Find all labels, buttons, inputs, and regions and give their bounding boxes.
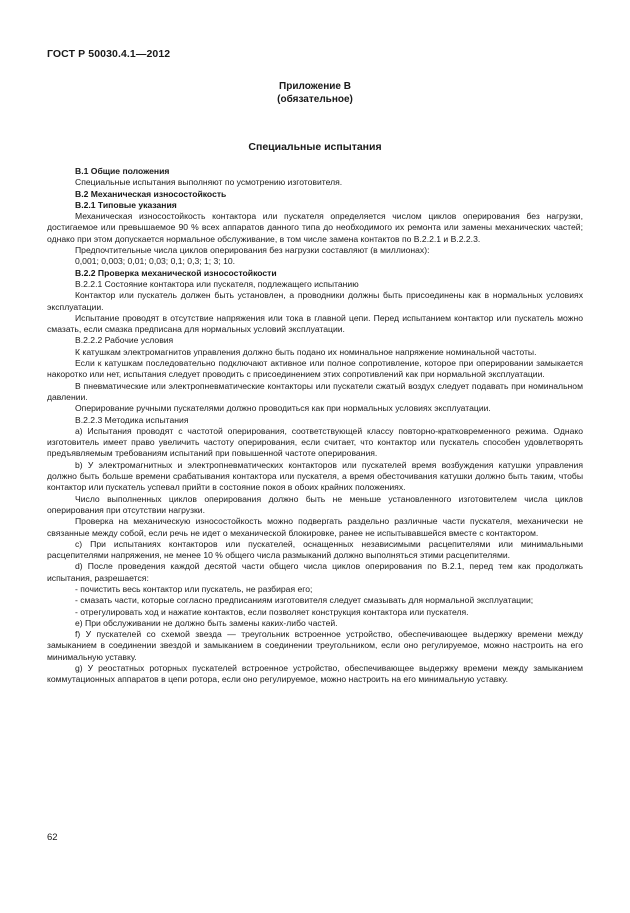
annex-heading <box>0 80 630 106</box>
paragraph: Механическая износостойкость контактора или пускателя определяется числом циклов оперирования без нагрузки, достигаемое или превышаемое 90 % всех аппаратов данного типа до необходимого их ремонта или замены механических частей; однако при этом допускается нормальное обслуживание, в том числе замена контактов по В.2.2.1 и В.2.2.3. <box>47 211 583 244</box>
paragraph: Специальные испытания выполняют по усмотрению изготовителя. <box>75 177 343 188</box>
paragraph: Оперирование ручными пускателями должно проводиться как при нормальных условиях эксплуатации. <box>75 403 491 414</box>
paragraph: 0,001; 0,003; 0,01; 0,03; 0,1; 0,3; 1; 3; 10. <box>75 256 236 267</box>
section-title: Специальные испытания <box>248 141 382 153</box>
page-number: 62 <box>47 832 58 843</box>
paragraph: a) Испытания проводят с частотой оперирования, соответствующей классу повторно-кратковременного режима. Однако изготовитель имеет право увеличить частоту оперирования, если считает, что контактор или пускатель способен удовлетворять предъявляемым требованиям испытаний при повышенной частоте оперирования. <box>47 425 583 459</box>
paragraph: Предпочтительные числа циклов оперирования без нагрузки составляют (в миллионах): <box>75 245 430 256</box>
standard-header: ГОСТ Р 50030.4.1—2012 <box>47 48 171 60</box>
paragraph: Если к катушкам последовательно подключают активное или полное сопротивление, которое при оперировании замыкается накоротко или нет, испытания следует проводить с присоединением этих сопротивлений как при нормальной эксплуатации. <box>47 358 583 380</box>
paragraph: d) После проведения каждой десятой части общего числа циклов оперирования по В.2.1, перед тем как продолжать испытания, разрешается: <box>47 561 583 583</box>
paragraph: Контактор или пускатель должен быть установлен, а проводники должны быть присоединены как в нормальных условиях эксплуатации. <box>47 290 583 312</box>
section-heading: В.1 Общие положения <box>75 166 170 176</box>
annex-subtitle: (обязательное) <box>277 94 353 105</box>
paragraph: В.2.2.2 Рабочие условия <box>75 335 174 346</box>
paragraph: f) У пускателей со схемой звезда — треугольник встроенное устройство, обеспечивающее выдержку времени между замыканием в соединении звездой и замыканием в соединении треугольником, если оно регулируемое, можно настроить на его минимальную уставку. <box>47 629 583 662</box>
paragraph: Испытание проводят в отсутствие напряжения или тока в главной цепи. Перед испытанием контактор или пускатель можно смазать, если смазка предписана для нормальных условий эксплуатации. <box>47 312 583 335</box>
document-body <box>47 166 583 686</box>
paragraph: В пневматические или электропневматические контакторы или пускатели сжатый воздух следует подавать при номинальном давлении. <box>47 380 583 402</box>
paragraph: g) У реостатных роторных пускателей встроенное устройство, обеспечивающее выдержку времени между замыканием коммутационных аппаратов в цепи ротора, если оно регулируемое, можно настроить на его минимальную уставку. <box>47 663 583 685</box>
section-heading: В.2 Механическая износостойкость <box>75 188 227 199</box>
paragraph: - почистить весь контактор или пускатель, не разбирая его; <box>75 583 313 594</box>
section-heading: В.2.2 Проверка механической износостойкости <box>75 267 277 278</box>
paragraph: В.2.2.1 Состояние контактора или пускателя, подлежащего испытанию <box>75 278 359 289</box>
paragraph: c) При испытаниях контакторов или пускателей, оснащенных независимыми расцепителями или минимальными расцепителями напряжения, не менее 10 % общего числа размыканий должно выполняться этими расцепителями. <box>47 538 583 561</box>
paragraph: Проверка на механическую износостойкость можно подвергать раздельно различные части пускателя, механически не связанные между собой, если речь не идет о механической блокировке, ранее не испытывавшейся вместе с контактором. <box>47 516 583 538</box>
paragraph: К катушкам электромагнитов управления должно быть подано их номинальное напряжение номинальной частоты. <box>75 346 537 357</box>
paragraph: e) При обслуживании не должно быть замены каких-либо частей. <box>75 617 338 628</box>
annex-title: Приложение В <box>279 81 351 92</box>
paragraph: - отрегулировать ход и нажатие контактов, если позволяет конструкция контактора или пускателя. <box>75 606 469 617</box>
paragraph: b) У электромагнитных и электропневматических контакторов или пускателей время возбуждения катушки управления должно быть больше времени срабатывания контактора или пускателя, а время обесточивания катушки должно быть таким, чтобы контактор или пускатель успевал прийти в состояние покоя в обоих крайних положениях. <box>47 459 583 493</box>
paragraph: - смазать части, которые согласно предписаниям изготовителя следует смазывать для нормальной эксплуатации; <box>75 595 534 606</box>
paragraph: В.2.2.3 Методика испытания <box>75 414 189 425</box>
paragraph: Число выполненных циклов оперирования должно быть не меньше установленного изготовителем числа циклов оперирования при отсутствии нагрузки. <box>47 493 583 515</box>
section-heading: В.2.1 Типовые указания <box>75 199 177 210</box>
